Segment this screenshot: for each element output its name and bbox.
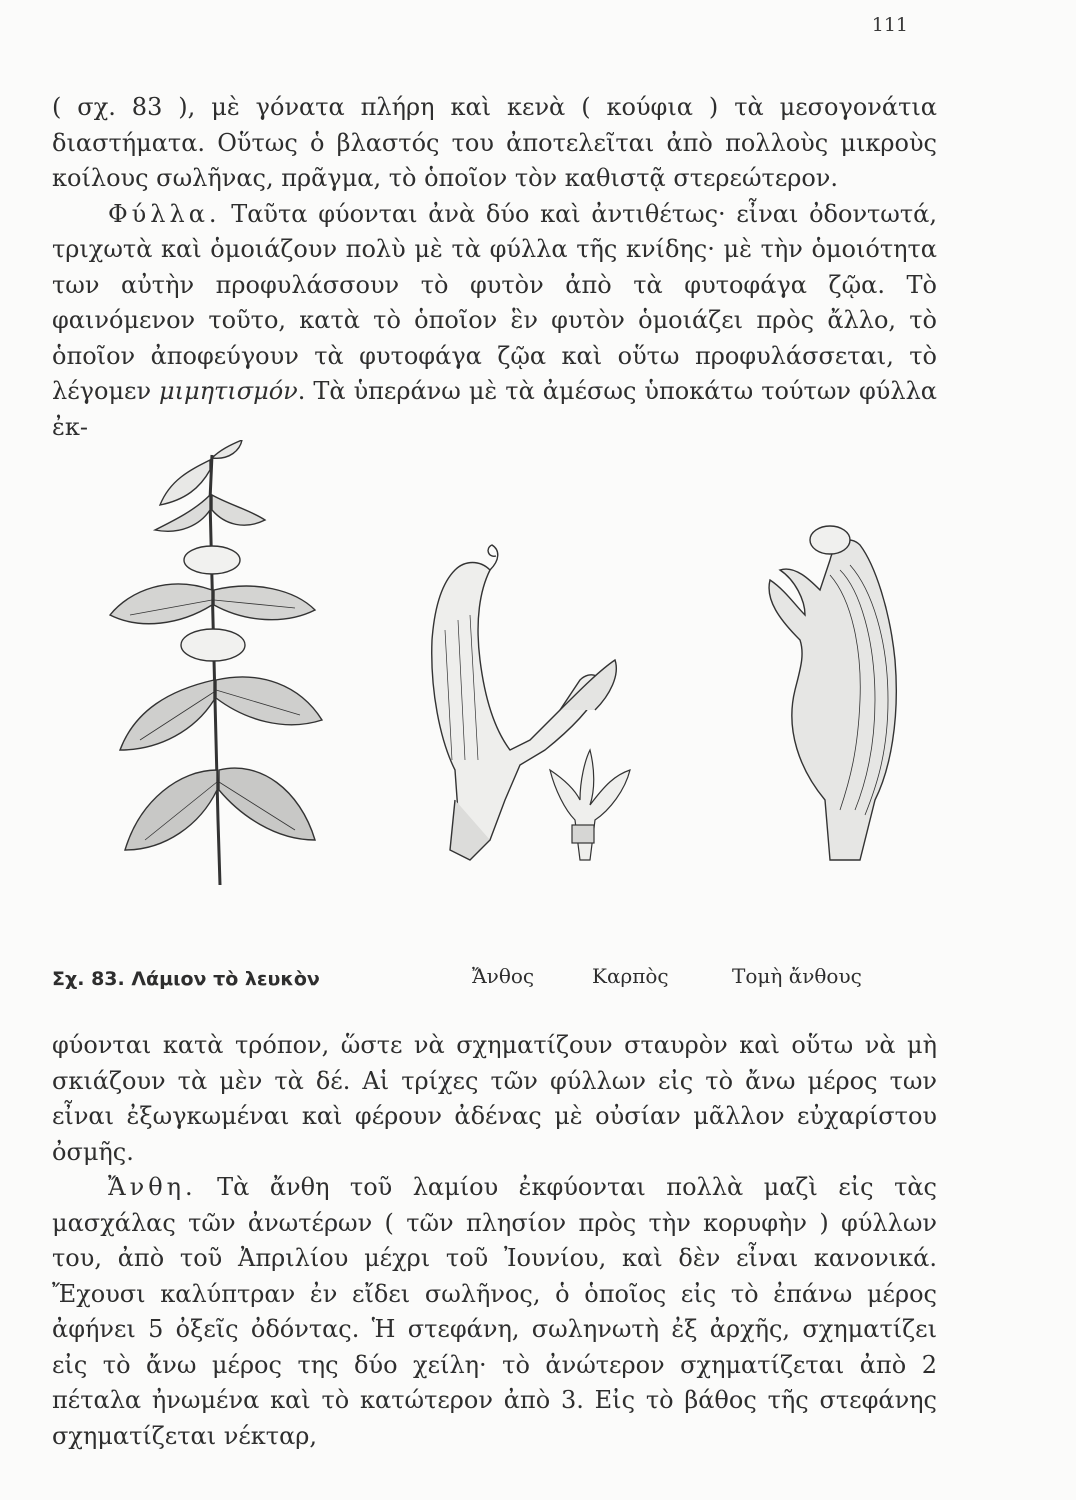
heading-flowers: Ἄνθη. (108, 1173, 197, 1201)
term-mimicry: μιμητισμόν (159, 377, 298, 405)
bottom-text-block (52, 1028, 937, 1454)
leaves-body: Ταῦτα φύονται ἀνὰ δύο καὶ ἀντιθέτως· εἶναι ὀδοντωτά, τριχωτὰ καὶ ὁμοιάζουν πολὺ μὲ τὰ φύλλα τῆς κνίδης· μὲ τὴν ὁμοιότητα των αὐτὴν προφυλάσσουν τὸ φυτὸν ἀπὸ τὰ φυτοφάγα ζῷα. Τὸ φαινόμενον τοῦτο, κατὰ τὸ ὁποῖον ἓν φυτὸν ὁμοιάζει πρὸς ἄλλο, τὸ ὁποῖον ἀποφεύγουν τὰ φυτοφάγα ζῷα καὶ οὕτω προφυλάσσεται, τὸ λέγομεν (52, 199, 937, 405)
figure-83-illustrations (60, 440, 930, 890)
page-number: 111 (871, 14, 908, 36)
paragraph-stem: ( σχ. 83 ), μὲ γόνατα πλήρη καὶ κενὰ ( κούφια ) τὰ μεσογονάτια διαστήματα. Οὕτως ὁ βλαστός του ἀποτελεῖται ἀπὸ πολλοὺς μικροὺς κοίλους σωλῆνας, πρᾶγμα, τὸ ὁποῖον τὸν καθιστᾷ στερεώτερον. (52, 93, 937, 192)
caption-flower: Ἄνθος (472, 964, 535, 988)
caption-fruit: Καρπὸς (592, 964, 669, 988)
caption-main: Σχ. 83. Λάμιον τὸ λευκὸν (52, 968, 320, 990)
paragraph-flowers (52, 1170, 937, 1454)
plant-illustration (110, 440, 322, 885)
figure-caption-row (52, 960, 932, 1000)
paragraph-leaves (52, 197, 937, 446)
top-text-block (52, 90, 937, 445)
flower-section-illustration (769, 526, 896, 860)
flowers-body: Τὰ ἄνθη τοῦ λαμίου ἐκφύονται πολλὰ μαζὶ εἰς τὰς μασχάλας τῶν ἀνωτέρων ( τῶν πλησίον πρὸς τὴν κορυφὴν ) φύλλων του, ἀπὸ τοῦ Ἀπριλίου μέχρι τοῦ Ἰουνίου, καὶ δὲν εἶναι κανονικά. Ἔχουσι καλύπτραν ἐν εἴδει σωλῆνος, ὁ ὁποῖος εἰς τὸ ἐπάνω μέρος ἀφήνει 5 ὀξεῖς ὀδόντας. Ἡ στεφάνη, σωληνωτὴ ἐξ ἀρχῆς, σχηματίζει εἰς τὸ ἄνω μέρος της δύο χείλη· τὸ ἀνώτερον σχηματίζεται ἀπὸ 2 πέταλα ἠνωμένα καὶ τὸ κατώτερον ἀπὸ 3. Εἰς τὸ βάθος τῆς στεφάνης σχηματίζεται νέκταρ, (52, 1173, 937, 1450)
paragraph-leaf-arrangement: φύονται κατὰ τρόπον, ὥστε νὰ σχηματίζουν σταυρὸν καὶ οὕτω νὰ μὴ σκιάζουν τὰ μὲν τὰ δέ. Αἱ τρίχες τῶν φύλλων εἰς τὸ ἄνω μέρος των εἶναι ἐξωγκωμέναι καὶ φέρουν ἀδένας μὲ οὐσίαν μᾶλλον εὐχαρίστου ὀσμῆς. (52, 1031, 937, 1166)
figure-illustration (60, 440, 930, 890)
heading-leaves: Φύλλα. (108, 199, 221, 228)
caption-flower-section: Τομὴ ἄνθους (732, 964, 862, 988)
leaves-tail: . Τὰ ὑπεράνω μὲ τὰ ἀμέσως ὑποκάτω τούτων φύλλα ἐκ- (52, 377, 937, 441)
fruit-illustration (550, 750, 630, 860)
